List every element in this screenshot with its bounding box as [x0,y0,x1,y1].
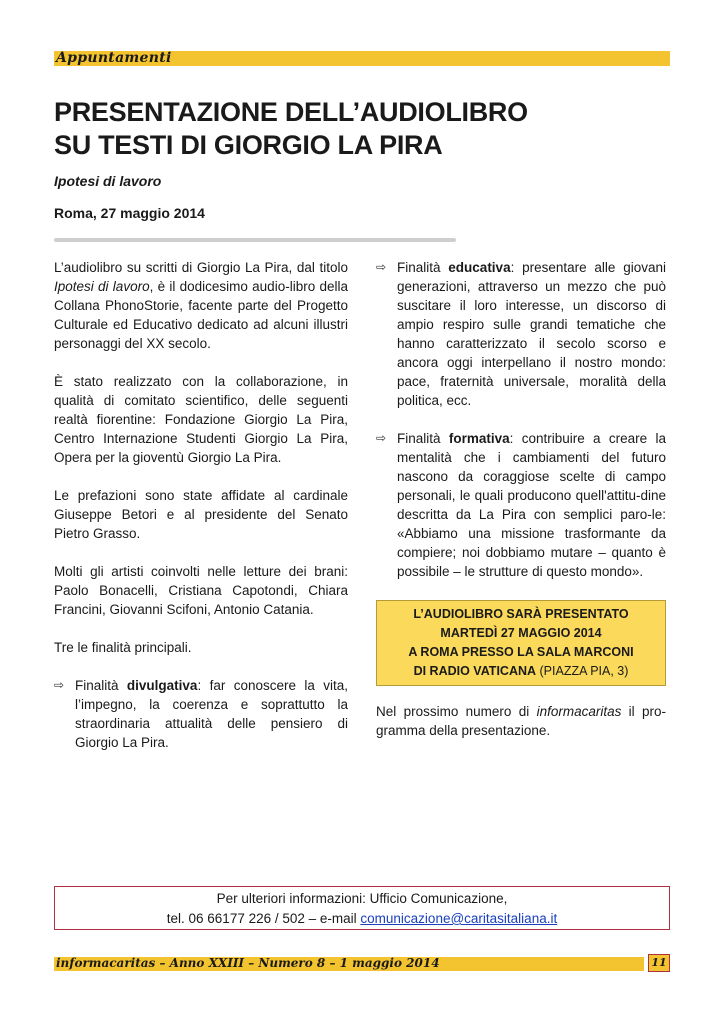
page-title [54,96,674,162]
arrow-right-icon: ⇨ [376,260,387,274]
contact-box [54,886,670,930]
right-column [376,258,666,759]
paragraph-aims: Tre le finalità principali. [54,640,192,655]
section-label: Appuntamenti [56,50,172,66]
issue-info: informacaritas – Anno XXIII – Numero 8 – 1 maggio 2014 [56,956,440,970]
bullet-formativa: ⇨ Finalità formativa: contribuire a creare la mentalità che i cambiamenti del futuro nascono da coraggiose scelte di campo personali, le quali producono quell'attitu-dine descritta da La Pira con semplici paro-le: «Abbiamo una missione trasformante da compiere; noi dobbiamo mutare – quanto è possibile – le strutture di questo mondo». [376,431,666,579]
email-link[interactable]: comunicazione@caritasitaliana.it [360,911,558,926]
callout-line-3: A ROMA PRESSO LA SALA MARCONI [408,645,634,659]
paragraph-prefaces: Le prefazioni sono state affidate al cardinale Giuseppe Betori e al presidente del Senato Pietro Grasso. [54,488,348,541]
arrow-right-icon: ⇨ [376,431,387,445]
callout-line-2: MARTEDÌ 27 MAGGIO 2014 [440,626,602,640]
bullet-divulgativa: ⇨ Finalità divulgativa: far conoscere la vita, l’impegno, la coerenza e soprattutto la straordinaria attualità delle pensiero di Giorgio La Pira. [54,678,348,750]
paragraph-intro: L’audiolibro su scritti di Giorgio La Pira, dal titolo Ipotesi di lavoro, è il dodicesimo audio-libro della Collana PhonoStorie, facente parte del Progetto Culturale ed Educativo dedicato ad alcuni illustri personaggi del XX secolo. [54,260,348,351]
title-line-1: PRESENTAZIONE DELL’AUDIOLIBRO [54,97,528,127]
contact-line-2: tel. 06 66177 226 / 502 – e-mail comunicazione@caritasitaliana.it [166,911,558,926]
paragraph-next-issue: Nel prossimo numero di informacaritas il pro-gramma della presentazione. [376,704,666,738]
presentation-callout [376,600,666,686]
divider [54,238,456,242]
dateline: Roma, 27 maggio 2014 [54,205,205,221]
contact-line-1: Per ulteriori informazioni: Ufficio Comunicazione, [216,891,508,906]
title-line-2: SU TESTI DI GIORGIO LA PIRA [54,130,443,160]
paragraph-artists: Molti gli artisti coinvolti nelle letture dei brani: Paolo Bonacelli, Cristiana Capotondi, Chiara Francini, Giovanni Scifoni, Antonio Catania. [54,564,348,617]
callout-line-4: DI RADIO VATICANA (PIAZZA PIA, 3) [413,664,629,678]
subtitle: Ipotesi di lavoro [54,173,162,189]
left-column [54,258,348,771]
callout-line-1: L’AUDIOLIBRO SARÀ PRESENTATO [413,607,629,621]
arrow-right-icon: ⇨ [54,678,65,692]
paragraph-collaboration: È stato realizzato con la collaborazione, in qualità di comitato scientifico, delle seguenti realtà fiorentine: Fondazione Giorgio La Pira, Centro Internazione Studenti Giorgio La Pira, Opera per la gioventù Giorgio La Pira. [54,374,348,465]
page-number: 11 [648,954,670,972]
bullet-educativa: ⇨ Finalità educativa: presentare alle giovani generazioni, attraverso un mezzo che può suscitare il loro interesse, un discorso di ampio respiro sulle grandi tematiche che hanno caratterizzato il secolo scorso e ancora oggi interpellano il nostro mondo: pace, fraternità universale, moralità della politica, ecc. [376,260,666,408]
